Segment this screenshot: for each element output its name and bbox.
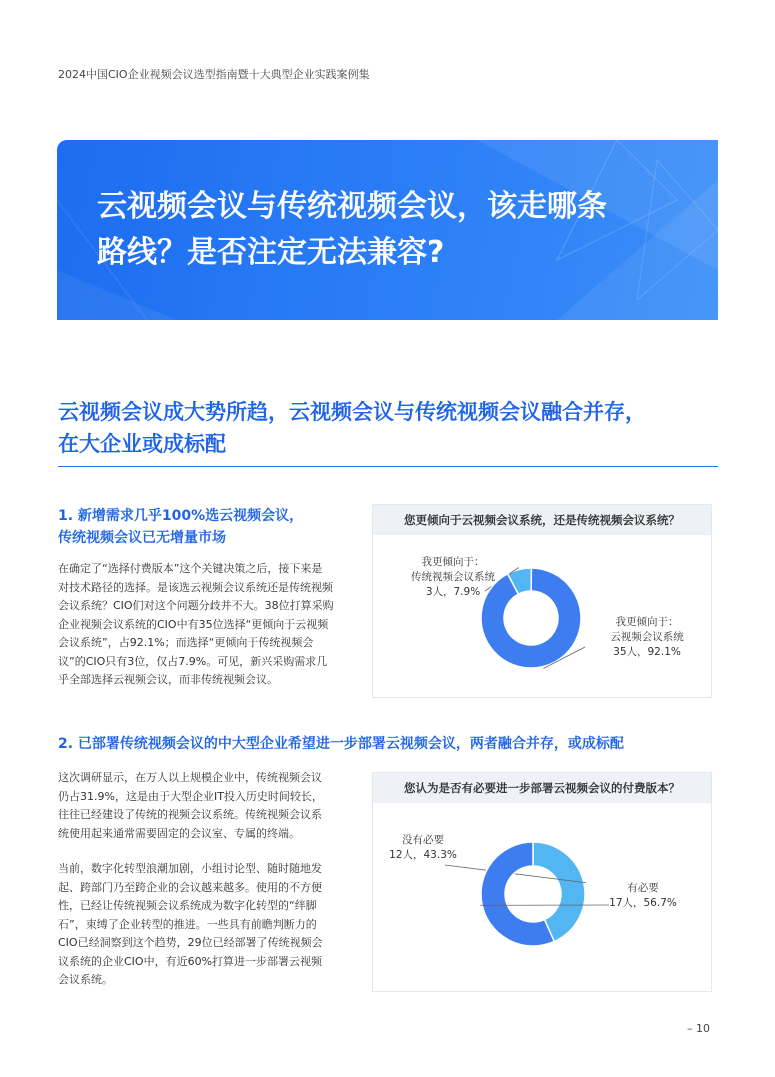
part1-line: 乎全部选择云视频会议，而非传统视频会议。 — [58, 673, 278, 686]
pie1-label-cloud-line-2: 云视频会议系统 — [610, 631, 684, 643]
part2-paragraph-1 — [58, 769, 354, 843]
page-title-line-1: 云视频会议与传统视频会议，该走哪条 — [97, 189, 607, 224]
chart-preference-pie — [373, 505, 711, 697]
section-heading — [58, 396, 718, 460]
chart-preference — [372, 504, 712, 698]
title-banner — [57, 140, 718, 320]
pie1-label-cloud-line-1: 我更倾向于： — [615, 616, 679, 628]
pie1-label-traditional-line-1: 我更倾向于： — [421, 556, 485, 568]
part1-paragraph — [58, 560, 354, 690]
section-heading-line-1: 云视频会议成大势所趋，云视频会议与传统视频会议融合并存， — [58, 400, 646, 424]
part1-line: 议”的CIO只有3位，仅占7.9%。可见，新兴采购需求几 — [58, 654, 328, 668]
pie2-label-yes-line-1: 有必要 — [627, 882, 659, 894]
part1-line: 对技术路径的选择。是该选云视频会议系统还是传统视频 — [58, 580, 333, 594]
pie1-label-cloud-line-3: 35人，92.1% — [613, 646, 681, 658]
part2-heading: 2. 已部署传统视频会议的中大型企业希望进一步部署云视频会议，两者融合并存，或成标配 — [58, 736, 624, 752]
chart-preference-title: 您更倾向于云视频会议系统，还是传统视频会议系统？ — [373, 505, 711, 535]
part2-p2-line: 石”，束缚了企业转型的推进。一些具有前瞻判断力的 — [58, 917, 317, 931]
part1-line: 会议系统”，占92.1%；而选择“更倾向于传统视频会 — [58, 636, 314, 649]
pie2-label-no-line-1: 没有必要 — [402, 834, 444, 846]
part2-paragraph-2 — [58, 860, 354, 990]
pie2-label-no — [383, 833, 463, 863]
chart-necessity — [372, 772, 712, 992]
part1-heading-line-2: 传统视频会议已无增量市场 — [58, 530, 226, 546]
pie1-label-cloud — [587, 615, 707, 660]
pie1-label-traditional-line-2: 传统视频会议系统 — [411, 571, 495, 583]
pie2-label-yes — [603, 881, 683, 911]
page-number: – 10 — [687, 1022, 710, 1035]
page-title — [97, 184, 697, 276]
part2-p1-line: 统使用起来通常需要固定的会议室、专属的终端。 — [58, 826, 300, 840]
running-header: 2024中国CIO企业视频会议选型指南暨十大典型企业实践案例集 — [58, 68, 370, 81]
part1-line: 会议系统？CIO们对这个问题分歧并不大。38位打算采购 — [58, 599, 334, 612]
part2-p1-line: 往往已经建设了传统的视频会议系统。传统视频会议系 — [58, 808, 322, 821]
part2-p2-line: 性，已经让传统视频会议系统成为数字化转型的“绊脚 — [58, 899, 317, 912]
part1-heading-line-1: 1. 新增需求几乎100%选云视频会议， — [58, 508, 304, 524]
pie1-label-traditional-line-3: 3人，7.9% — [425, 586, 481, 598]
chart-necessity-title: 您认为是否有必要进一步部署云视频会议的付费版本？ — [373, 773, 711, 803]
part1-line: 企业视频会议系统的CIO中有35位选择“更倾向于云视频 — [58, 617, 329, 631]
part2-p1-line: 这次调研显示，在万人以上规模企业中，传统视频会议 — [58, 771, 322, 784]
part2-p1-line: 仍占31.9%，这是由于大型企业IT投入历史时间较长， — [58, 789, 323, 803]
part1-line: 在确定了“选择付费版本”这个关键决策之后，接下来是 — [58, 562, 323, 575]
part2-p2-line: CIO已经洞察到这个趋势，29位已经部署了传统视频会 — [58, 936, 323, 949]
part2-p2-line: 议系统的企业CIO中，有近60%打算进一步部署云视频 — [58, 954, 323, 968]
part2-p2-line: 当前，数字化转型浪潮加剧，小组讨论型、随时随地发 — [58, 862, 322, 875]
pie2-label-yes-line-2: 17人，56.7% — [609, 897, 677, 909]
section-heading-line-2: 在大企业或成标配 — [58, 432, 226, 456]
part2-p2-line: 会议系统。 — [58, 973, 113, 986]
section-divider — [58, 466, 718, 467]
page-title-line-2: 路线？是否注定无法兼容? — [97, 235, 445, 270]
pie1-label-traditional — [393, 555, 513, 600]
part1-heading — [58, 505, 358, 549]
part2-p2-line: 起、跨部门乃至跨企业的会议越来越多。使用的不方便 — [58, 880, 322, 894]
pie2-label-no-line-2: 12人，43.3% — [389, 849, 457, 861]
